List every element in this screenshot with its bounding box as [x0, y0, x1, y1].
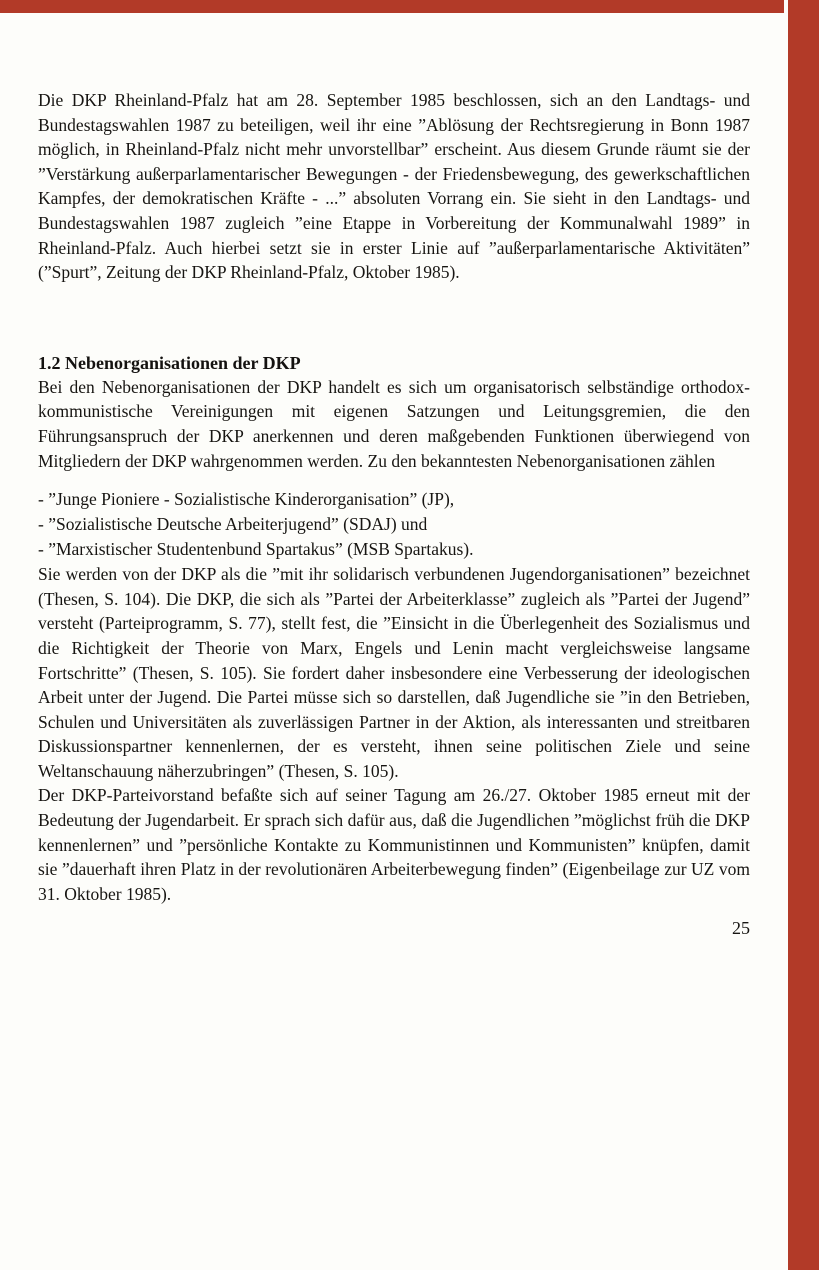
list-item-sdaj: - ”Sozialistische Deutsche Arbeiterjugend” (SDAJ) und: [38, 514, 428, 535]
list-item-jp: - ”Junge Pioniere - Sozialistische Kinderorganisation” (JP),: [38, 489, 455, 510]
paragraph-parteivorstand: Der DKP-Parteivorstand befaßte sich auf seiner Tagung am 26./27. Oktober 1985 erneut mit der Bedeutung der Jugendarbeit. Er sprach sich dafür aus, daß die Jugendlichen ”möglichst früh die DKP kennenlernen” und ”persönliche Kontakte zu Kommunistinnen und Kommunisten” knüpfen, damit sie ”dauerhaft ihren Platz in der revolutionären Arbeiterbewegung finden” (Eigenbeilage zur UZ vom 31. Oktober 1985).: [38, 785, 750, 904]
paragraph-intro: Die DKP Rheinland-Pfalz hat am 28. September 1985 beschlossen, sich an den Landtags- und Bundestagswahlen 1987 zu beteiligen, weil ihr eine ”Ablösung der Rechtsregierung in Bonn 1987 möglich, in Rheinland-Pfalz nicht mehr unvorstellbar” erscheint. Aus diesem Grunde räumt sie der ”Verstärkung außerparlamentarischer Bewegungen - der Friedensbewegung, des gewerkschaftlichen Kampfes, der demokratischen Kräfte - ...” absoluten Vorrang ein. Sie sieht in den Landtags- und Bundestagswahlen 1987 zugleich ”eine Etappe in Vorbereitung der Kommunalwahl 1989” in Rheinland-Pfalz. Auch hierbei setzt sie in erster Linie auf ”außerparlamentarische Aktivitäten” (”Spurt”, Zeitung der DKP Rheinland-Pfalz, Oktober 1985).: [38, 90, 750, 283]
page-number: 25: [732, 918, 750, 939]
paragraph-nebenorganisationen: Bei den Nebenorganisationen der DKP handelt es sich um organisatorisch selbständige orthodox-kommunistische Vereinigungen mit eigenen Satzungen und Leitungsgremien, die den Führungsanspruch der DKP anerkennen und deren maßgebenden Funktionen überwiegend von Mitgliedern der DKP wahrgenommen werden. Zu den bekanntesten Nebenorganisationen zählen: [38, 376, 750, 471]
right-red-stripe: [788, 0, 819, 1270]
section-heading: 1.2 Nebenorganisationen der DKP: [38, 352, 301, 373]
page-content: [38, 88, 750, 941]
list-item-msb: - ”Marxistischer Studentenbund Spartakus” (MSB Spartakus).: [38, 539, 474, 560]
paragraph-jugendorganisationen: Sie werden von der DKP als die ”mit ihr solidarisch verbundenen Jugendorganisationen” bezeichnet (Thesen, S. 104). Die DKP, die sich als ”Partei der Arbeiterklasse” zugleich als ”Partei der Jugend” versteht (Parteiprogramm, S. 77), stellt fest, die ”Einsicht in die Überlegenheit des Sozialismus und die Richtigkeit der Theorie von Marx, Engels und Lenin macht vergleichsweise langsame Fortschritte” (Thesen, S. 105). Sie fordert daher insbesondere eine Verbesserung der ideologischen Arbeit unter der Jugend. Die Partei müsse sich so darstellen, daß Jugendliche sie ”in den Betrieben, Schulen und Universitäten als zuverlässigen Partner in der Aktion, als interessanten und streitbaren Diskussionspartner kennenlernen, der es versteht, ihnen seine politischen Ziele und seine Weltanschauung näherzubringen” (Thesen, S. 105).: [38, 564, 750, 781]
organization-list: [38, 487, 750, 562]
top-red-bar: [0, 0, 784, 13]
